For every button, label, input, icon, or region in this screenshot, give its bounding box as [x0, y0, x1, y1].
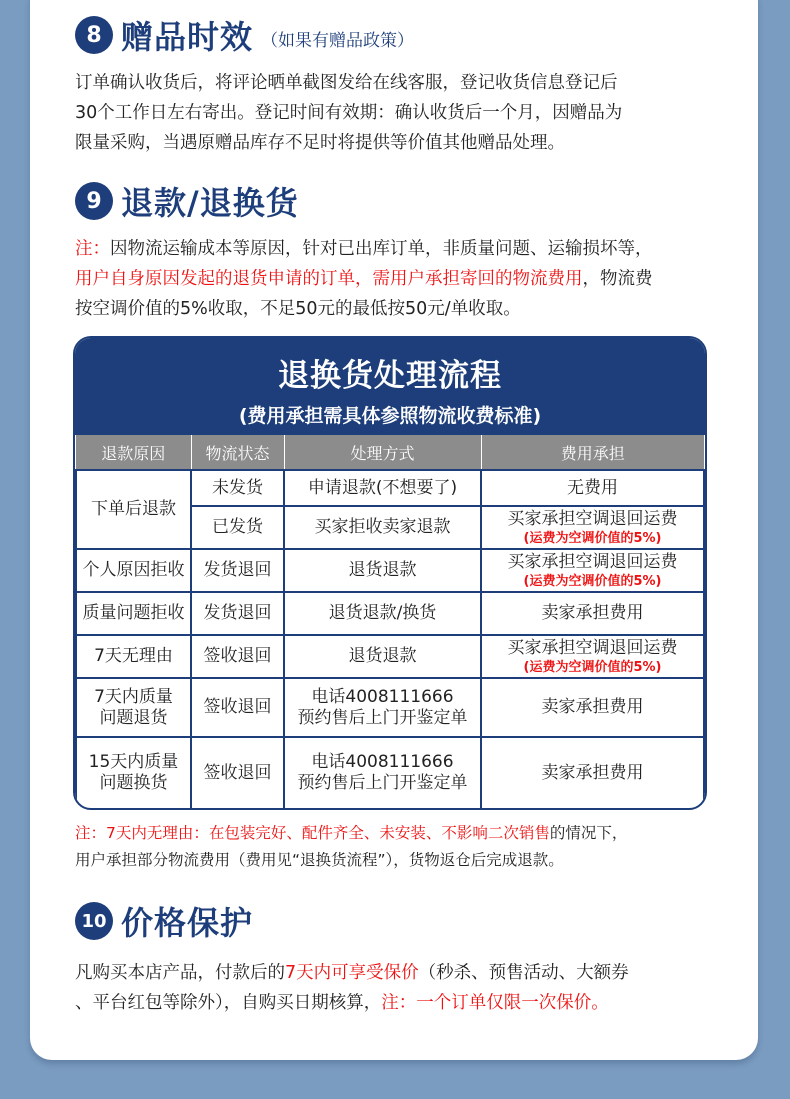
cost-cell: [481, 635, 704, 678]
reason-cell: 质量问题拒收: [76, 592, 191, 635]
section-title: 赠品时效: [121, 18, 254, 56]
cost-text: 买家承担空调退回运费: [507, 637, 678, 658]
no-reason-return-note: [75, 820, 715, 874]
reason-text: 7天内质量: [94, 686, 173, 707]
method-cell: 买家拒收卖家退款: [284, 506, 481, 549]
section-title: 退款/退换货: [121, 184, 299, 222]
text-line: [75, 958, 715, 988]
section-10-header: [75, 898, 253, 944]
table-row: [76, 635, 704, 678]
column-header: 费用承担: [481, 435, 704, 470]
cost-cell: [481, 506, 704, 549]
cost-cell: [481, 549, 704, 592]
text-span: 凡购买本店产品，付款后的: [75, 963, 285, 983]
cost-cell: 卖家承担费用: [481, 737, 704, 809]
cost-note: (运费为空调价值的5%): [523, 659, 662, 675]
cost-text: 买家承担空调退回运费: [507, 508, 678, 529]
status-cell: 未发货: [191, 470, 284, 506]
cost-cell: 无费用: [481, 470, 704, 506]
flow-subtitle: (费用承担需具体参照物流收费标准): [238, 405, 542, 427]
section-number-badge: 10: [75, 902, 113, 940]
cost-note: (运费为空调价值的5%): [523, 530, 662, 546]
reason-text: 问题退货: [99, 707, 168, 728]
method-text: 电话4008111666: [311, 752, 454, 772]
flow-header: [75, 338, 705, 435]
method-cell: [284, 678, 481, 737]
cost-cell: 卖家承担费用: [481, 678, 704, 737]
method-cell: 退货退款: [284, 549, 481, 592]
status-cell: 签收退回: [191, 678, 284, 737]
text-span: 、平台红包等除外），自购买日期核算，: [75, 993, 382, 1013]
table-row: [76, 678, 704, 737]
method-cell: 退货退款/换货: [284, 592, 481, 635]
highlight-text: 注：一个订单仅限一次保价。: [381, 993, 609, 1013]
reason-text: 问题换货: [99, 773, 168, 793]
table-row: [76, 470, 704, 506]
table-row: [76, 592, 704, 635]
table-row: [76, 549, 704, 592]
status-cell: 已发货: [191, 506, 284, 549]
flow-title: 退换货处理流程: [278, 358, 502, 394]
method-text: 电话4008111666: [311, 686, 454, 707]
status-cell: 签收退回: [191, 737, 284, 809]
section-9-header: [75, 178, 299, 224]
reason-cell: 个人原因拒收: [76, 549, 191, 592]
reason-cell: [76, 678, 191, 737]
highlight-text: 7天内可享受保价: [285, 963, 419, 983]
method-text: 预约售后上门开鉴定单: [297, 707, 468, 728]
text-span: （秒杀、预售活动、大额券: [418, 963, 629, 983]
method-cell: 退货退款: [284, 635, 481, 678]
text-span: 的情况下，: [549, 824, 628, 842]
return-flow-table: [75, 435, 705, 810]
method-cell: [284, 737, 481, 809]
refund-policy-text: [75, 234, 715, 324]
text-line: [75, 264, 715, 294]
section-title: 价格保护: [121, 904, 254, 942]
reason-cell: 7天无理由: [76, 635, 191, 678]
text-span: 因物流运输成本等原因，针对已出库订单，非质量问题、运输损坏等，: [110, 239, 653, 259]
column-header: 退款原因: [76, 435, 191, 470]
column-header: 物流状态: [191, 435, 284, 470]
gift-policy-text: [75, 68, 715, 158]
status-cell: 签收退回: [191, 635, 284, 678]
column-header: 处理方式: [284, 435, 481, 470]
table-header-row: [76, 435, 704, 470]
text-line: [75, 234, 715, 264]
text-line: 订单确认收货后，将评论晒单截图发给在线客服，登记收货信息登记后: [75, 73, 618, 93]
text-line: 30个工作日左右寄出。登记时间有效期：确认收货后一个月，因赠品为: [75, 103, 623, 123]
cost-text: 买家承担空调退回运费: [507, 551, 678, 572]
section-8-header: [75, 12, 414, 58]
cost-cell: 卖家承担费用: [481, 592, 704, 635]
text-line: [75, 820, 715, 847]
status-cell: 发货退回: [191, 549, 284, 592]
text-line: 按空调价值的5%收取，不足50元的最低按50元/单收取。: [75, 299, 521, 319]
price-protection-text: [75, 958, 715, 1018]
note-prefix: 注：7天内无理由：: [75, 824, 209, 842]
reason-cell: 下单后退款: [76, 470, 191, 549]
cost-note: (运费为空调价值的5%): [523, 573, 662, 589]
method-text: 预约售后上门开鉴定单: [297, 773, 468, 793]
section-subtitle: （如果有赠品政策）: [261, 30, 415, 51]
section-number-badge: 8: [75, 16, 113, 54]
section-number-badge: 9: [75, 182, 113, 220]
highlight-text: 在包装完好、配件齐全、未安装、不影响二次销售: [208, 824, 550, 842]
note-prefix: 注：: [75, 239, 110, 259]
text-line: [75, 988, 715, 1018]
status-cell: 发货退回: [191, 592, 284, 635]
return-flow-table-card: [73, 336, 707, 810]
text-line: 用户承担部分物流费用（费用见“退换货流程”），货物返仓后完成退款。: [75, 851, 564, 869]
text-line: 限量采购，当遇原赠品库存不足时将提供等价值其他赠品处理。: [75, 133, 565, 153]
table-row: [76, 737, 704, 809]
reason-cell: [76, 737, 191, 809]
reason-text: 15天内质量: [88, 752, 179, 772]
method-cell: 申请退款(不想要了): [284, 470, 481, 506]
text-span: ，物流费: [582, 269, 653, 289]
highlight-text: 用户自身原因发起的退货申请的订单，需用户承担寄回的物流费用: [75, 269, 583, 289]
